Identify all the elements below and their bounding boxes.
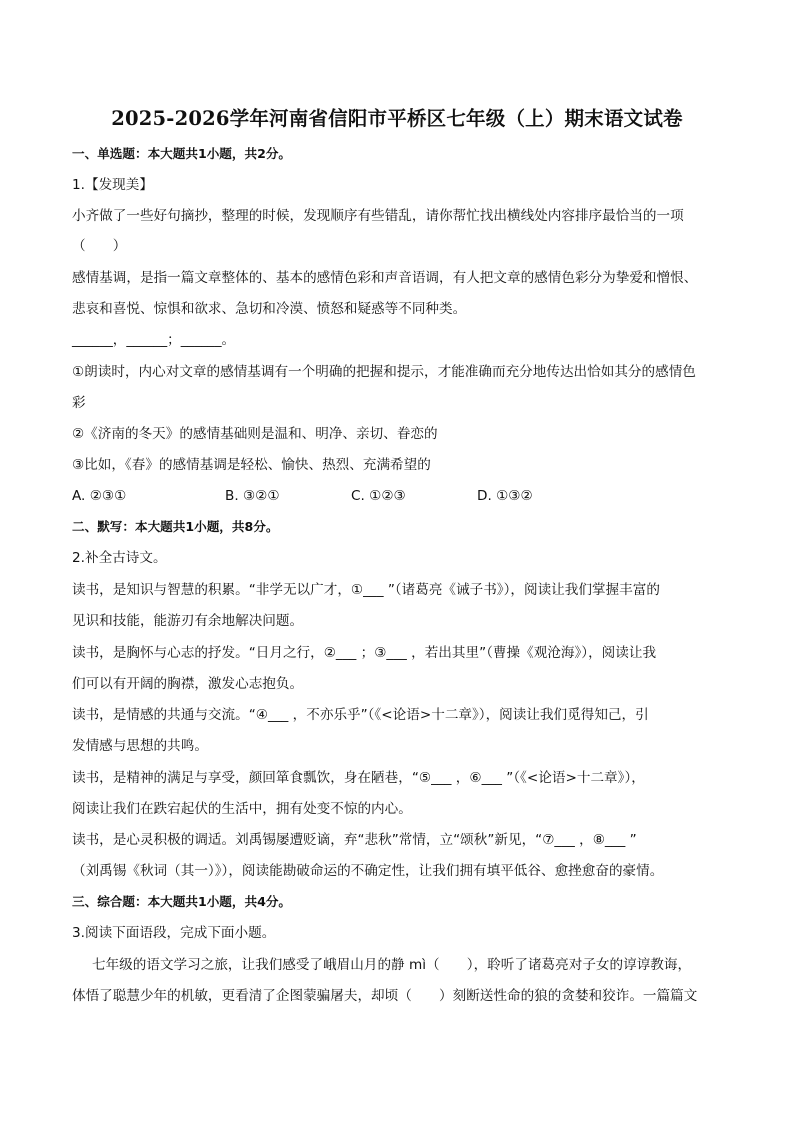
option-b[interactable]: B. ③②①	[225, 488, 280, 504]
question-1-heading: 1.【发现美】	[72, 177, 153, 193]
question-1-stem: 小齐做了一些好句摘抄，整理的时候，发现顺序有些错乱，请你帮忙找出横线处内容排序最恰当的一项	[72, 208, 684, 224]
section-heading-2: 二、默写：本大题共1小题，共8分。	[72, 519, 279, 534]
question-2-heading: 2.补全古诗文。	[72, 550, 167, 566]
question-3-heading: 3.阅读下面语段，完成下面小题。	[72, 925, 276, 941]
passage-line: 读书，是心灵积极的调适。刘禹锡屡遭贬谪，弃“悲秋”常情，立“颂秋”新见，“⑦___ ，⑧___ ”	[72, 832, 637, 848]
section-heading-1: 一、单选题：本大题共1小题，共2分。	[72, 146, 292, 161]
passage-line: 读书，是胸怀与心志的抒发。“日月之行，②___ ；③___ ，若出其里”（曹操《观沧海》），阅读让我	[72, 645, 657, 661]
option-a[interactable]: A. ②③①	[72, 488, 127, 504]
passage-line: 体悟了聪慧少年的机敏，更看清了企图蒙骗屠夫，却顷（ ）刻断送性命的狼的贪婪和狡诈。一篇篇文	[72, 988, 698, 1004]
exam-title: 2025-2026学年河南省信阳市平桥区七年级（上）期末语文试卷	[111, 107, 683, 130]
passage-line: 感情基调，是指一篇文章整体的、基本的感情色彩和声音语调，有人把文章的感情色彩分为挚爱和憎恨、	[72, 270, 698, 286]
item-2: ②《济南的冬天》的感情基础则是温和、明净、亲切、眷恋的	[72, 426, 438, 442]
passage-line: 们可以有开阔的胸襟，激发心志抱负。	[72, 676, 304, 692]
passage-line: 悲哀和喜悦、惊惧和欲求、急切和冷漠、愤怒和疑惑等不同种类。	[72, 301, 467, 317]
section-heading-3: 三、综合题：本大题共1小题，共4分。	[72, 894, 292, 909]
passage-line: 发情感与思想的共鸣。	[72, 738, 208, 754]
passage-line: 七年级的语文学习之旅，让我们感受了峨眉山月的静 mì（ ），聆听了诸葛亮对子女的谆谆教诲，	[92, 957, 692, 973]
item-1: ①朗读时，内心对文章的感情基调有一个明确的把握和提示，才能准确而充分地传达出恰如其分的感情色	[72, 364, 696, 380]
blank-line: ______，______；______。	[72, 332, 236, 348]
option-c[interactable]: C. ①②③	[351, 488, 406, 504]
answer-parentheses: （ ）	[72, 238, 127, 254]
options-row	[72, 487, 533, 505]
passage-line: （刘禹锡《秋词（其一）》），阅读能勘破命运的不确定性，让我们拥有填平低谷、愈挫愈奋的豪情。	[72, 863, 664, 879]
passage-line: 读书，是情感的共通与交流。“④___ ，不亦乐乎”（《<论语>十二章》），阅读让我们觅得知己，引	[72, 707, 649, 723]
passage-line: 阅读让我们在跌宕起伏的生活中，拥有处变不惊的内心。	[72, 801, 412, 817]
passage-line: 见识和技能，能游刃有余地解决问题。	[72, 613, 304, 629]
option-d[interactable]: D. ①③②	[477, 488, 533, 504]
item-3: ③比如，《春》的感情基调是轻松、愉快、热烈、充满希望的	[72, 457, 431, 473]
item-1-cont: 彩	[72, 395, 86, 411]
passage-line: 读书，是知识与智慧的积累。“非学无以广才，①___ ”（诸葛亮《诫子书》），阅读让我们掌握丰富的	[72, 582, 660, 598]
passage-line: 读书，是精神的满足与享受，颜回箪食瓢饮，身在陋巷，“⑤___ ，⑥___ ”（《<论语>十二章》），	[72, 770, 645, 786]
